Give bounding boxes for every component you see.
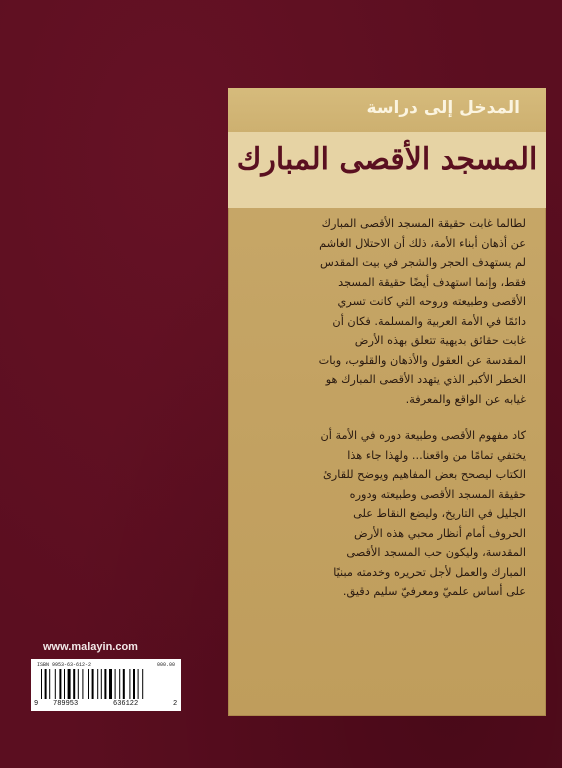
text-panel: [228, 88, 546, 716]
isbn-label: ISBN 9953-63-612-2: [37, 662, 92, 668]
title-band: [228, 132, 546, 208]
blurb-paragraph-2: كاد مفهوم الأقصى وطبيعة دوره في الأمة أن يختفي تمامًا من واقعنا... ولهذا جاء هذا الكتاب ليصحح بعض المفاهيم ويوضح للقارئ حقيقة المسجد الأقصى وطبيعته ودوره الجليل في التاريخ، وليضع النقاط على الحروف أمام أنظار محبي هذه الأرض المقدسة، وليكون حب المسجد الأقصى المبارك والعمل لأجل تحريره وخدمته مبنيًا على أساس علميّ ومعرفيّ سليم دقيق.: [320, 429, 526, 598]
barcode-digits-right: 636122: [113, 700, 139, 708]
barcode-digit-last: 2: [173, 700, 178, 708]
blurb: [254, 214, 526, 602]
barcode-digit-first: 9: [34, 700, 39, 708]
isbn-barcode: [31, 659, 181, 711]
subtitle-bar: [228, 88, 546, 132]
publisher-website: www.malayin.com: [43, 641, 138, 653]
barcode-bars-icon: [41, 669, 171, 699]
book-title: المسجد الأقصى المبارك: [236, 142, 538, 177]
price-label: 000.00: [156, 662, 175, 668]
barcode-digits-left: 789953: [53, 700, 79, 708]
blurb-paragraph-1: لطالما غابت حقيقة المسجد الأقصى المبارك عن أذهان أبناء الأمة، ذلك أن الاحتلال الغاشم لم يستهدف الحجر والشجر في بيت المقدس فقط، وإنما استهدف أيضًا حقيقة المسجد الأقصى وطبيعته وروحه التي كانت تسري دائمًا في الأمة العربية والمسلمة. فكان أن غابت حقائق بديهية تتعلق بهذه الأرض المقدسة عن العقول والأذهان والقلوب، وبات الخطر الأكبر الذي يتهدد الأقصى المبارك هو غيابه عن الواقع والمعرفة.: [318, 217, 526, 406]
book-subtitle: المدخل إلى دراسة: [366, 98, 520, 118]
